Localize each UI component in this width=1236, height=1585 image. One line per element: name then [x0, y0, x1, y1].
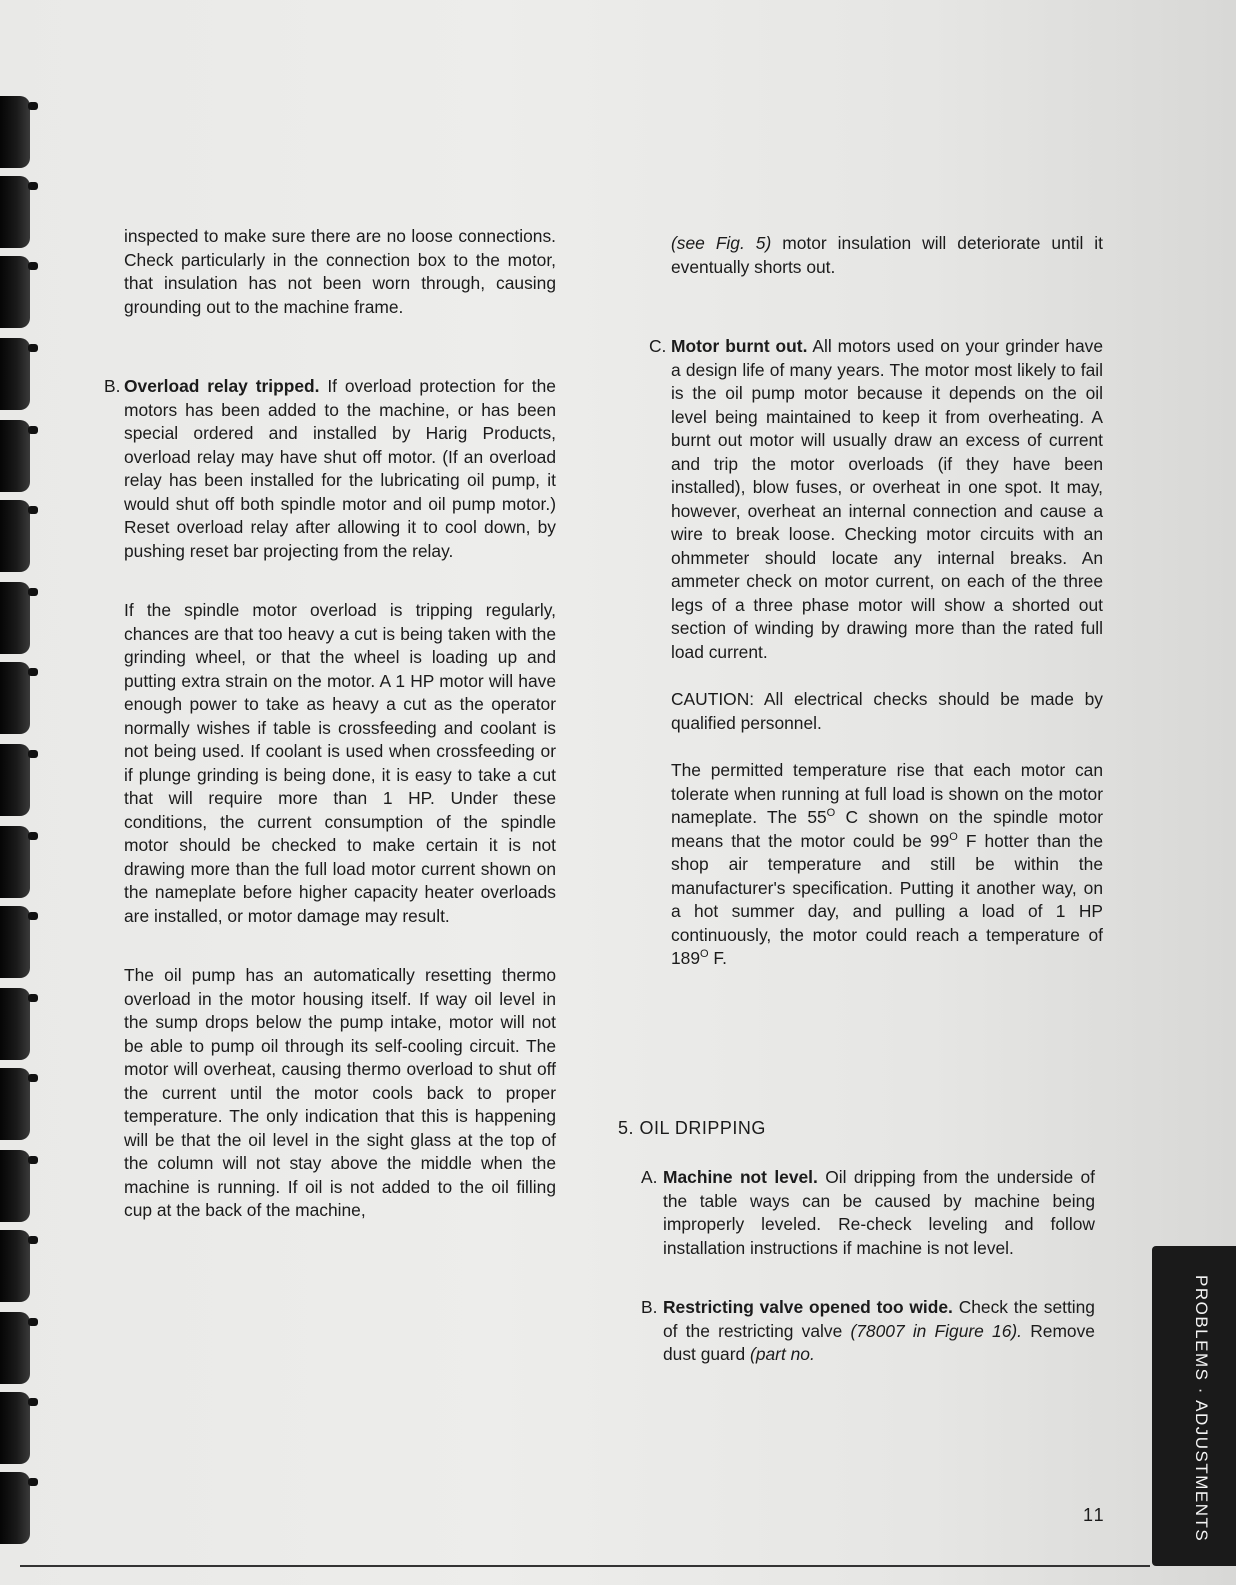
figure-reference: (see Fig. 5) [671, 233, 772, 253]
degree-mark: O [700, 948, 709, 961]
part-reference: (part no. [750, 1344, 815, 1364]
oil-pump-paragraph: The oil pump has an automatically resetting thermo overload in the motor housing itself. If way oil level in the sump drops below the pump intake, motor will not be able to pump oil through its self-cooling circuit. The motor will overheat, causing thermo overload to shut off the current until the motor cools back to proper temperature. The only indication that this is happening will be that the oil level in the sight glass at the top of the column will not stay above the middle when the machine is running. If oil is not added to the oil filling cup at the back of the machine, [124, 965, 556, 1220]
item-heading: Machine not level. [663, 1167, 818, 1187]
item-label: B. [104, 376, 121, 396]
degree-mark: O [826, 807, 836, 820]
binding-ring [0, 420, 30, 492]
item-heading: Restricting valve opened too wide. [663, 1297, 953, 1317]
binding-ring [0, 176, 30, 248]
item-text: Oil dripping from the underside of the table ways can be caused by machine being improperly leveled. Re-check leveling and follow installation instructions if machine is not level. [663, 1167, 1095, 1258]
spiral-binding [0, 0, 42, 1585]
item-text: All motors used on your grinder have a design life of many years. The motor most likely to fail is the oil pump motor because it depends on the oil level being maintained to keep it from overheating. A burnt out motor will usually draw an excess of current and trip the motor overloads (if they have been installed), blow fuses, or overheat in one spot. It may, however, overheat an internal connection and cause a wire to break loose. Checking motor circuits with an ohmmeter should locate any internal breaks. An ammeter check on motor current, on each of the three legs of a three phase motor will show a shorted out section of winding by drawing more than the rated full load current. [671, 336, 1103, 662]
continued-paragraph [671, 232, 1103, 279]
item-label: B. [641, 1297, 658, 1317]
binding-ring [0, 1150, 30, 1222]
binding-ring [0, 582, 30, 654]
item-label: C. [649, 336, 667, 356]
bottom-rule [20, 1565, 1150, 1567]
section5-body [641, 1166, 1095, 1367]
item-text: Remove dust guard [663, 1320, 1095, 1364]
left-column [104, 225, 556, 1223]
temp-text-2: C shown on the spindle motor means that the motor could be 99 [671, 807, 1103, 851]
right-column [649, 232, 1103, 971]
binding-ring [0, 906, 30, 978]
section-heading: 5. OIL DRIPPING [618, 1118, 766, 1138]
binding-ring [0, 1230, 30, 1302]
spindle-overload-paragraph: If the spindle motor overload is tripping regularly, chances are that too heavy a cut is being taken with the grinding wheel, or that the wheel is loading up and putting extra strain on the motor. A 1 HP motor will have enough power to take as heavy a cut as the operator normally wishes if table is crossfeeding and coolant is not being used. If coolant is used when crossfeeding or if plunge grinding is being done, it is easy to take a cut that will require more than 1 HP. Under these conditions, the current consumption of the spindle motor should be checked to make certain it is not drawing more than the full load motor current shown on the nameplate before higher capacity heater overloads are installed, or motor damage may result. [124, 600, 556, 926]
binding-ring [0, 1392, 30, 1464]
binding-ring [0, 1472, 30, 1544]
binding-ring [0, 988, 30, 1060]
binding-ring [0, 256, 30, 328]
item-heading: Overload relay tripped. [124, 376, 320, 396]
temp-text-3: F hotter than the shop air temperature and still be within the manufacturer's specification. Putting it another way, on a hot summer day, and pulling a load of 1 HP continuously, the motor could reach a temperature of 189 [671, 830, 1103, 968]
degree-mark: O [949, 830, 958, 843]
item-a-machine-not-level [641, 1166, 1095, 1260]
caution-paragraph: CAUTION: All electrical checks should be made by qualified personnel. [671, 689, 1103, 733]
page-number: 11 [1083, 1505, 1106, 1525]
binding-ring [0, 662, 30, 734]
intro-paragraph: inspected to make sure there are no loose connections. Check particularly in the connection box to the motor, that insulation has not been worn through, causing grounding out to the machine frame. [124, 226, 556, 317]
item-heading: Motor burnt out. [671, 336, 808, 356]
item-text: If overload protection for the motors has been added to the machine, or has been special ordered and installed by Harig Products, overload relay may have shut off motor. (If an overload relay has been installed for the lubricating oil pump, it would shut off both spindle motor and oil pump motor.) Reset overload relay after allowing it to cool down, by pushing reset bar projecting from the relay. [124, 376, 556, 561]
figure-reference: (78007 in Figure 16). [850, 1320, 1023, 1341]
item-b-overload-relay [104, 375, 556, 563]
temp-text-1: The permitted temperature rise that each motor can tolerate when running at full load is shown on the motor nameplate. The 55 [671, 760, 1103, 827]
binding-ring [0, 1312, 30, 1384]
section-tab-label: PROBLEMS · ADJUSTMENTS [1192, 1275, 1211, 1543]
binding-ring [0, 826, 30, 898]
continued-text: motor insulation will deteriorate until it eventually shorts out. [671, 233, 1103, 277]
item-label: A. [641, 1167, 658, 1187]
binding-ring [0, 500, 30, 572]
temp-text-4: F. [708, 948, 727, 968]
temperature-paragraph [671, 759, 1103, 971]
binding-ring [0, 744, 30, 816]
item-b-restricting-valve [641, 1296, 1095, 1367]
binding-ring [0, 338, 30, 410]
binding-ring [0, 1068, 30, 1140]
item-c-motor-burnt-out [649, 335, 1103, 664]
binding-ring [0, 96, 30, 168]
item-text: Check the setting of the restricting valve [663, 1297, 1095, 1341]
